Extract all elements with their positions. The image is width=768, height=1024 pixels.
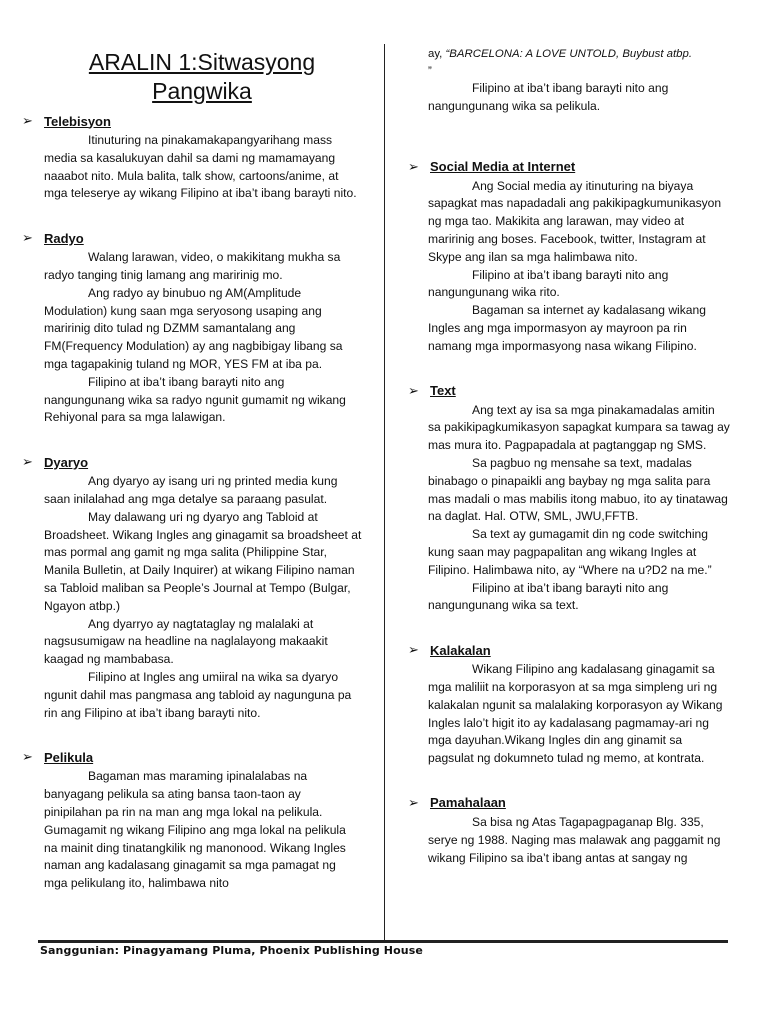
paragraph: Sa text ay gumagamit din ng code switching kung saan may pagpapalitan ang wikang Ingles at Filipino. Halimbawa nito, ay “Where na u?D2 na me.” [428, 527, 712, 577]
paragraph: May dalawang uri ng dyaryo ang Tabloid at Broadsheet. Wikang Ingles ang ginagamit sa broadsheet at mas pormal ang gamit ng mga salita (Philippine Star, Manila Bulletin, at Daily Inquirer) at wikang Filipino naman sa Tabloid maliban sa People’s Journal at Tempo (Bulgar, Ngayon atbp.) [44, 509, 362, 613]
continued-prefix: ay, [428, 48, 446, 60]
paragraph: Filipino at iba’t ibang barayti nito ang nangungunang wika sa radyo ngunit gumamit ng wikang Rehiyonal para sa mga lalawigan. [44, 374, 346, 425]
paragraph: Bagaman mas maraming ipinalalabas na banyagang pelikula sa ating bansa taon-taon ay pinipilahan pa rin na man ang mga lokal na pelikula. Gumagamit ng wikang Filipino ang mga lokal na pelikula na mainit ding tinatangkilik ng manonood. Wikang Ingles naman ang kadalasang ginagamit sa mga pamagat ng mga pelikulang ito, halimbawa nito [44, 769, 346, 891]
section-radyo [22, 229, 362, 427]
paragraph: Ang radyo ay binubuo ng AM(Amplitude Modulation) kung saan mga seryosong usaping ang maririnig dito tulad ng DZMM samantalang ang FM(Frequency Modulation) ay ang nagbibigay libang sa mga tagapakinig tuland ng MOR, YES FM at iba pa. [44, 285, 343, 371]
section-heading-text: Pelikula [44, 749, 94, 765]
section-text [408, 382, 730, 616]
section-heading [408, 641, 730, 659]
paragraph: Ang text ay isa sa mga pinakamadalas amitin sa pakikipagkumikasyon sapagkat kumpara sa tawag ay mas mura ito. Pagpapadala at pagtanggap ng SMS. [428, 402, 730, 453]
section-heading-text: Text [430, 383, 456, 399]
closing-quote: ” [428, 65, 432, 77]
section-heading [22, 748, 362, 766]
paragraph: Sa bisa ng Atas Tagapagpaganap Blg. 335, serye ng 1988. Naging mas malawak ang paggamit ng wikang Filipino sa iba’t ibang antas at sangay ng [428, 814, 721, 865]
movie-titles: “BARCELONA: A LOVE UNTOLD, Buybust atbp. [445, 48, 692, 60]
paragraph: Sa pagbuo ng mensahe sa text, madalas binabago o pinapaikli ang baybay ng mga salita para mas madali o mas mabilis itong mabuo, ito ay tinatawag na daglat. Hal. OTW, SML, JWU,FFTB. [428, 455, 728, 524]
section-heading [22, 229, 362, 247]
paragraph: Filipino at iba’t ibang barayti nito ang nangungunang wika rito. [428, 267, 669, 300]
paragraph: Ang dyarryo ay nagtataglay ng malalaki at nagsusumigaw na headline na naglalayong makaakit kaagad ng mambabasa. [44, 616, 328, 667]
arrow-bullet-icon: ➢ [408, 642, 419, 658]
left-sections [22, 112, 362, 893]
section-heading [22, 453, 362, 471]
page-title: ARALIN 1:Sitwasyong Pangwika [88, 49, 316, 104]
footer-divider [38, 940, 728, 943]
paragraph: Ang Social media ay itinuturing na biyaya sapagkat mas napadadali ang pakikipagkumunikasyon ng mga tao. Makikita ang larawan, may video at maririnig ang boses. Facebook, twitter, Instagram at Skype ang ilan sa mga halimbawa nito. [428, 178, 722, 264]
paragraph: Bagaman sa internet ay kadalasang wikang Ingles ang mga impormasyon ay mayroon pa rin namang mga impormasyong nasa wikang Filipino. [428, 303, 706, 353]
pelikula-summary: Filipino at iba’t ibang barayti nito ang nangungunang wika sa pelikula. [428, 81, 669, 113]
section-telebisyon [22, 112, 362, 203]
paragraph: Ang dyaryo ay isang uri ng printed media kung saan inilalahad ang mga detalye sa paraang pasulat. [44, 474, 338, 506]
arrow-bullet-icon: ➢ [22, 749, 33, 765]
section-heading-text: Kalakalan [430, 642, 491, 658]
arrow-bullet-icon: ➢ [408, 794, 419, 810]
section-heading [408, 382, 730, 400]
arrow-bullet-icon: ➢ [22, 454, 33, 470]
section-kalakalan [408, 641, 730, 768]
section-heading [22, 112, 362, 130]
section-heading-text: Social Media at Internet [430, 159, 576, 175]
section-heading-text: Telebisyon [44, 113, 111, 129]
arrow-bullet-icon: ➢ [408, 158, 419, 174]
continued-text [408, 46, 730, 80]
source-citation: Sanggunian: Pinagyamang Pluma, Phoenix Publishing House [40, 944, 423, 957]
section-heading-text: Pamahalaan [430, 795, 506, 811]
section-heading-text: Radyo [44, 230, 84, 246]
arrow-bullet-icon: ➢ [22, 113, 33, 128]
paragraph: Walang larawan, video, o makikitang mukha sa radyo tanging tinig lamang ang maririnig mo. [44, 250, 341, 282]
arrow-bullet-icon: ➢ [22, 230, 33, 246]
section-dyaryo [22, 453, 362, 722]
paragraph: Filipino at Ingles ang umiiral na wika sa dyaryo ngunit dahil mas pangmasa ang tabloid ay nagunguna pa rin ang Filipino at iba’t ibang barayti nito. [44, 669, 352, 720]
paragraph: Wikang Filipino ang kadalasang ginagamit sa mga maliliit na korporasyon at sa mga simpleng uri ng kalakalan ngunit sa malalaking korporasyon ay Wikang Ingles lalo’t higit ito ay kadalasang pagmamay-ari ng mga dayuhan.Wikang Ingles din ang ginamit sa pagsulat ng dokumneto tulad ng memo, at kontrata. [428, 662, 723, 766]
paragraph: Filipino at iba’t ibang barayti nito ang nangungunang wika sa text. [428, 580, 669, 613]
left-column [22, 48, 362, 919]
section-heading-text: Dyaryo [44, 454, 89, 470]
paragraph: Itinuturing na pinakamakapangyarihang mass media sa kasalukuyan dahil sa dami ng mamamayang naaabot nito. Mula balita, talk show, cartoons/anime, at mga teleserye ay wikang Filipino at iba’t ibang barayti nito. [44, 133, 357, 201]
arrow-bullet-icon: ➢ [408, 382, 419, 398]
section-pamahalaan [408, 794, 730, 867]
section-heading [408, 158, 730, 176]
column-divider [384, 44, 385, 942]
section-pelikula [22, 748, 362, 893]
right-sections [408, 158, 730, 868]
section-heading [408, 794, 730, 812]
section-social-media-at-internet [408, 158, 730, 356]
right-column [408, 46, 730, 893]
